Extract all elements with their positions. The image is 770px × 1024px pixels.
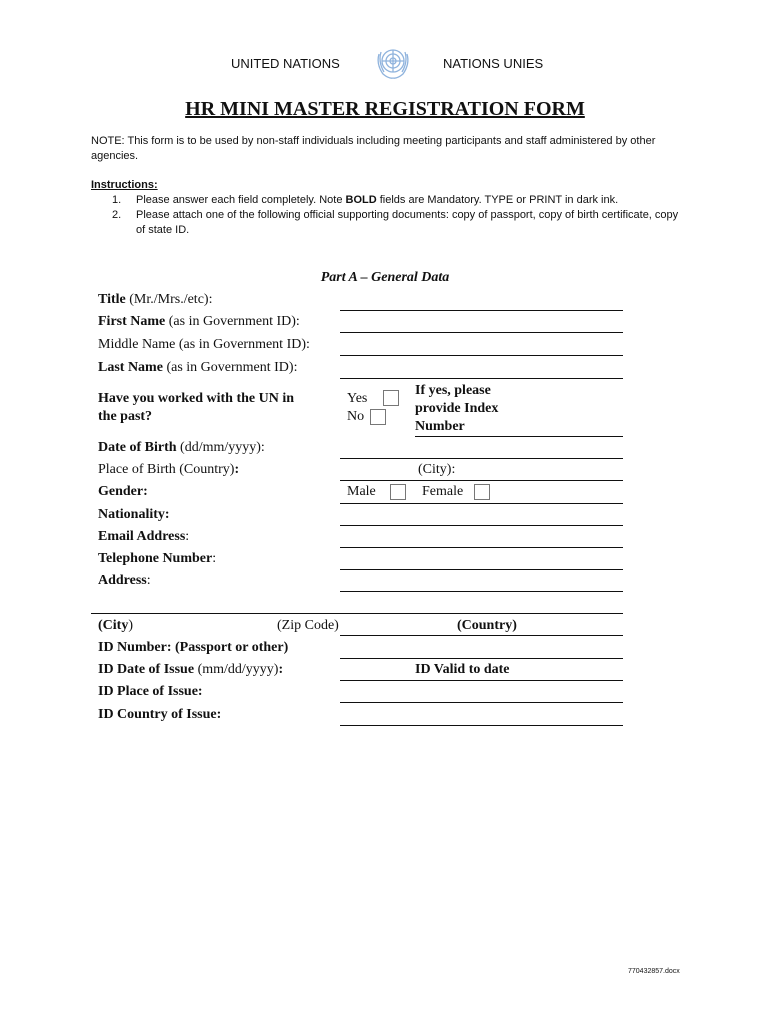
index-number-input-line[interactable] [415, 436, 623, 437]
part-a-heading: Part A – General Data [320, 270, 450, 285]
index-label-line1: If yes, please [415, 383, 491, 398]
female-checkbox[interactable] [474, 484, 490, 500]
id-number-input-line[interactable] [340, 658, 623, 659]
worked-un-label-line2: the past? [98, 409, 153, 424]
last-name-input-line[interactable] [340, 378, 623, 379]
male-label: Male [347, 484, 376, 499]
female-label: Female [422, 484, 464, 499]
id-country-input-line[interactable] [340, 725, 623, 726]
city-zip-country-line [340, 635, 623, 636]
index-label-line2: provide Index [415, 401, 499, 416]
yes-label: Yes [347, 391, 368, 406]
yes-checkbox[interactable] [383, 390, 399, 406]
id-place-input-line[interactable] [340, 702, 623, 703]
document-footer: 770432857.docx [628, 968, 680, 975]
dob-input-line[interactable] [340, 458, 623, 459]
nationality-label: Nationality: [98, 507, 170, 522]
zip-label: (Zip Code) [277, 618, 339, 633]
country-label: (Country) [457, 618, 517, 633]
address-input-line-1[interactable] [340, 591, 623, 592]
worked-un-label-line1: Have you worked with the UN in [98, 391, 295, 406]
address-label: Address: [98, 573, 151, 588]
gender-underline [340, 503, 623, 504]
male-checkbox[interactable] [390, 484, 406, 500]
middle-name-input-line[interactable] [340, 355, 623, 356]
page-title: HR MINI MASTER REGISTRATION FORM [185, 98, 585, 120]
instruction-item-2: 2. Please attach one of the following official supporting documents: copy of passport, copy of birth certificate, copy of state ID. [112, 209, 679, 236]
first-name-input-line[interactable] [340, 332, 623, 333]
pob-input-line[interactable] [340, 480, 623, 481]
form-note: NOTE: This form is to be used by non-staff individuals including meeting participants and staff administered by other agencies. [91, 135, 656, 162]
gender-label: Gender: [98, 484, 148, 499]
telephone-label: Telephone Number: [98, 551, 217, 566]
pob-label: Place of Birth (Country): [98, 462, 240, 477]
instructions-heading: Instructions: [91, 179, 158, 191]
header-un-english: UNITED NATIONS [231, 56, 340, 71]
first-name-label: First Name (as in Government ID): [98, 314, 300, 329]
middle-name-label: Middle Name (as in Government ID): [98, 337, 310, 352]
dob-label: Date of Birth (dd/mm/yyyy): [98, 440, 265, 455]
no-checkbox[interactable] [370, 409, 386, 425]
email-label: Email Address: [98, 529, 190, 544]
id-country-label: ID Country of Issue: [98, 707, 222, 722]
id-issue-date-input-line[interactable] [340, 680, 623, 681]
address-input-line-2[interactable] [91, 613, 623, 614]
index-label-line3: Number [415, 419, 465, 434]
city-label: (City) [98, 618, 133, 633]
title-label: Title (Mr./Mrs./etc): [98, 292, 213, 307]
id-number-label: ID Number: (Passport or other) [98, 640, 289, 655]
last-name-label: Last Name (as in Government ID): [98, 360, 298, 375]
id-issue-date-label: ID Date of Issue (mm/dd/yyyy): [98, 662, 284, 677]
telephone-input-line[interactable] [340, 569, 623, 570]
pob-city-label: (City): [418, 462, 456, 477]
email-input-line[interactable] [340, 547, 623, 548]
id-valid-label: ID Valid to date [415, 662, 510, 677]
nationality-input-line[interactable] [340, 525, 623, 526]
un-emblem-icon [373, 44, 413, 82]
header-un-french: NATIONS UNIES [443, 56, 544, 71]
instruction-item-1: 1. Please answer each field completely. Note BOLD fields are Mandatory. TYPE or PRINT in dark ink. [112, 194, 619, 206]
no-label: No [347, 409, 365, 424]
title-input-line[interactable] [340, 310, 623, 311]
id-place-label: ID Place of Issue: [98, 684, 203, 699]
